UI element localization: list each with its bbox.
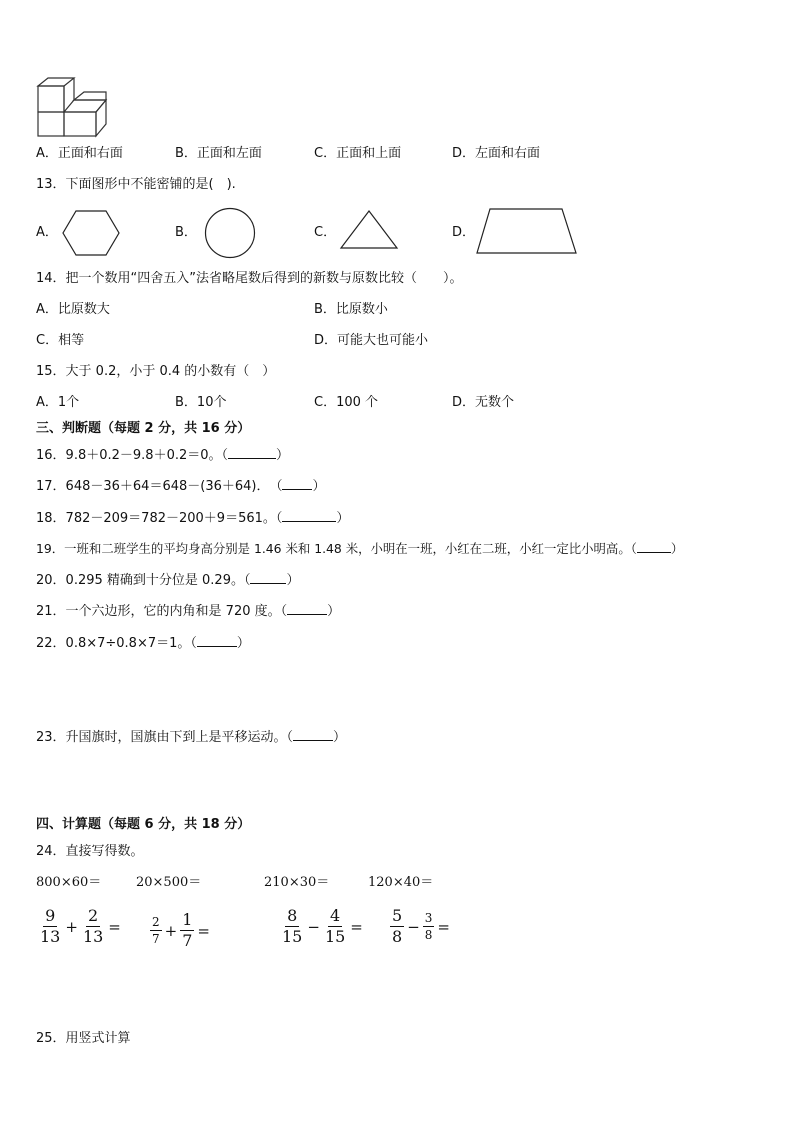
calc-2: 20×500＝ [136, 875, 202, 890]
close-paren: ） [236, 636, 250, 651]
judge-text: 22．0.8×7÷0.8×7＝1。（ [36, 636, 197, 651]
q15-option-b: B．10个 [175, 395, 227, 410]
q15-stem: 15．大于 0.2，小于 0.4 的小数有（ ） [36, 364, 276, 379]
fraction: 2 7 [152, 915, 160, 946]
q14-option-b: B．比原数小 [314, 302, 388, 317]
fraction-expr-1: 9 13 + $\frac{2}{13}$ = [40, 906, 121, 946]
fraction: $\frac{2}{13}$ [82, 906, 104, 946]
judge-text: 19．一班和二班学生的平均身高分别是 1.46 米和 1.48 米，小明在一班，小红在二班，小红一定比小明高。（ [36, 541, 637, 556]
close-paren: ） [670, 541, 684, 556]
q13-label-b: B． [175, 225, 197, 240]
q14-option-d: D．可能大也可能小 [314, 333, 429, 348]
answer-blank[interactable] [293, 728, 333, 741]
judge-text: 20．0.295 精确到十分位是 0.29。（ [36, 573, 251, 588]
q14-option-a: A．比原数大 [36, 302, 110, 317]
fraction: 9 13 [40, 906, 61, 946]
answer-blank[interactable] [287, 602, 327, 615]
answer-blank[interactable] [250, 571, 286, 584]
judge-text: 16．9.8＋0.2－9.8＋0.2＝0。（ [36, 448, 229, 463]
fraction-expr-4: 5 8 − $\frac{3}{8}$ = [392, 906, 450, 946]
triangle-shape [340, 210, 398, 250]
q13-stem: 13．下面图形中不能密铺的是( ). [36, 177, 236, 192]
judge-item-23 [36, 728, 346, 747]
circle-shape [204, 207, 256, 259]
judge-item-19 [36, 540, 683, 558]
answer-blank[interactable] [282, 509, 336, 522]
cube-stack-figure [36, 76, 110, 138]
judge-item-16 [36, 446, 289, 465]
close-paren: ） [286, 573, 300, 588]
q13-label-c: C． [314, 225, 337, 240]
q24-stem: 24．直接写得数。 [36, 844, 144, 859]
q14-stem: 14．把一个数用“四舍五入”法省略尾数后得到的新数与原数比较（ ）。 [36, 271, 463, 286]
fraction-expr-2: 2 7 + $\frac{1}{7}$ = [152, 910, 210, 950]
answer-blank[interactable] [282, 477, 312, 490]
close-paren: ） [333, 730, 347, 745]
calc-1: 800×60＝ [36, 875, 102, 890]
fraction: $\frac{3}{8}$ [424, 911, 433, 942]
fraction: 5 8 [392, 906, 403, 946]
q15-option-a: A．1个 [36, 395, 80, 410]
trapezoid-shape [476, 207, 578, 255]
fraction: 8 15 [282, 906, 303, 946]
judge-text: 17．648－36＋64＝648－(36＋64)． （ [36, 479, 283, 494]
calc-3: 210×30＝ [264, 875, 330, 890]
close-paren: ） [336, 511, 350, 526]
close-paren: ） [276, 448, 290, 463]
q12-option-d: D．左面和右面 [452, 146, 541, 161]
close-paren: ） [327, 604, 341, 619]
q12-option-a: A．正面和右面 [36, 146, 123, 161]
q14-option-c: C．相等 [36, 333, 85, 348]
answer-blank[interactable] [197, 634, 237, 647]
fraction-expr-3: 8 15 − $\frac{4}{15}$ = [282, 906, 363, 946]
hexagon-shape [62, 210, 120, 256]
judge-text: 23．升国旗时，国旗由下到上是平移运动。（ [36, 730, 294, 745]
judge-text: 18．782－209＝782－200＋9＝561。（ [36, 511, 283, 526]
q13-label-d: D． [452, 225, 476, 240]
judge-item-18 [36, 509, 349, 528]
fraction: $\frac{1}{7}$ [182, 910, 193, 950]
judge-item-20 [36, 571, 299, 590]
judge-item-22 [36, 634, 250, 653]
q25-stem: 25．用竖式计算 [36, 1031, 131, 1046]
judge-text: 21．一个六边形，它的内角和是 720 度。（ [36, 604, 288, 619]
close-paren: ） [312, 479, 326, 494]
answer-blank[interactable] [228, 446, 276, 459]
fraction: $\frac{4}{15}$ [324, 906, 346, 946]
q13-label-a: A． [36, 225, 58, 240]
calc-4: 120×40＝ [368, 875, 434, 890]
judge-item-17 [36, 477, 326, 496]
q15-option-d: D．无数个 [452, 395, 515, 410]
answer-blank[interactable] [637, 540, 671, 553]
q12-option-c: C．正面和上面 [314, 146, 402, 161]
judge-item-21 [36, 602, 340, 621]
q12-option-b: B．正面和左面 [175, 146, 262, 161]
q15-option-c: C．100 个 [314, 395, 379, 410]
section-3-title: 三、判断题（每题 2 分，共 16 分） [36, 421, 251, 436]
section-4-title: 四、计算题（每题 6 分，共 18 分） [36, 817, 251, 832]
